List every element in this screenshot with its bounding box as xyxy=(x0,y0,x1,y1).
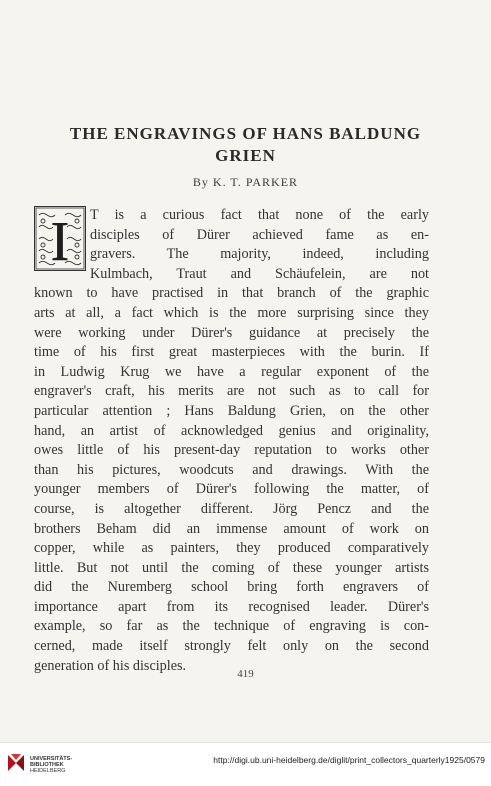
body-line: brothers Beham did an immense amount of work on xyxy=(34,520,429,537)
body-line: did the Nuremberg school bring forth engravers of xyxy=(34,579,429,596)
dropcap-ornament-icon xyxy=(35,207,85,270)
body-line: course, is altogether different. Jörg Pencz and the xyxy=(34,500,429,517)
body-line: importance apart from its recognised leader. Dürer's xyxy=(34,598,429,615)
library-name xyxy=(30,756,72,774)
body-line: generation of his disciples. xyxy=(34,657,187,674)
library-name-line: HEIDELBERG xyxy=(30,768,66,774)
library-name-line: UNIVERSITÄTS- xyxy=(30,756,73,762)
dropcap-letter: I xyxy=(50,211,70,270)
body-line: little. But not until the coming of these younger artists xyxy=(34,559,429,576)
body-line: T is a curious fact that none of the early xyxy=(90,207,429,223)
library-name-line: BIBLIOTHEK xyxy=(30,762,64,768)
body-line: engraver's craft, his merits are not such as to call for xyxy=(34,383,429,400)
article-title-line-2: GRIEN xyxy=(215,146,276,165)
body-line: hand, an artist of acknowledged genius and originality, xyxy=(34,422,429,439)
author-byline: By K. T. PARKER xyxy=(192,175,299,189)
body-line: disciples of Dürer achieved fame as en- xyxy=(90,226,429,243)
body-line: copper, while as painters, they produced comparatively xyxy=(34,540,429,557)
body-line: younger members of Dürer's following the matter, of xyxy=(34,481,429,498)
body-line: arts at all, a fact which is the more surprising since they xyxy=(34,304,429,321)
viewer-footer xyxy=(0,742,491,786)
article-body xyxy=(34,206,429,676)
permalink-url[interactable]: http://digi.ub.uni-heidelberg.de/diglit/print_collectors_quarterly1925/0579 xyxy=(213,755,485,765)
body-line: particular attention ; Hans Baldung Grien, on the other xyxy=(34,402,429,419)
body-line: known to have practised in that branch of the graphic xyxy=(34,285,429,302)
heidelberg-library-logo-icon xyxy=(6,752,26,774)
page-number: 419 xyxy=(237,668,254,680)
body-line: Kulmbach, Traut and Schäufelein, are not xyxy=(90,265,429,282)
article-title-line-1: THE ENGRAVINGS OF HANS BALDUNG xyxy=(69,124,422,143)
body-line: gravers. The majority, indeed, including xyxy=(90,246,429,263)
body-line: cerned, made itself strongly felt only on the second xyxy=(34,638,429,655)
body-line: than his pictures, woodcuts and drawings. With the xyxy=(34,461,429,478)
body-line: were working under Dürer's guidance at precisely the xyxy=(34,324,429,341)
body-line: example, so far as the technique of engraving is con- xyxy=(34,618,429,635)
body-line: owes little of his present-day reputation to works other xyxy=(34,442,429,459)
body-line: time of his first great masterpieces with the burin. If xyxy=(34,344,429,361)
body-line: in Ludwig Krug we have a regular exponent of the xyxy=(34,363,429,380)
dropcap-initial xyxy=(34,206,86,271)
